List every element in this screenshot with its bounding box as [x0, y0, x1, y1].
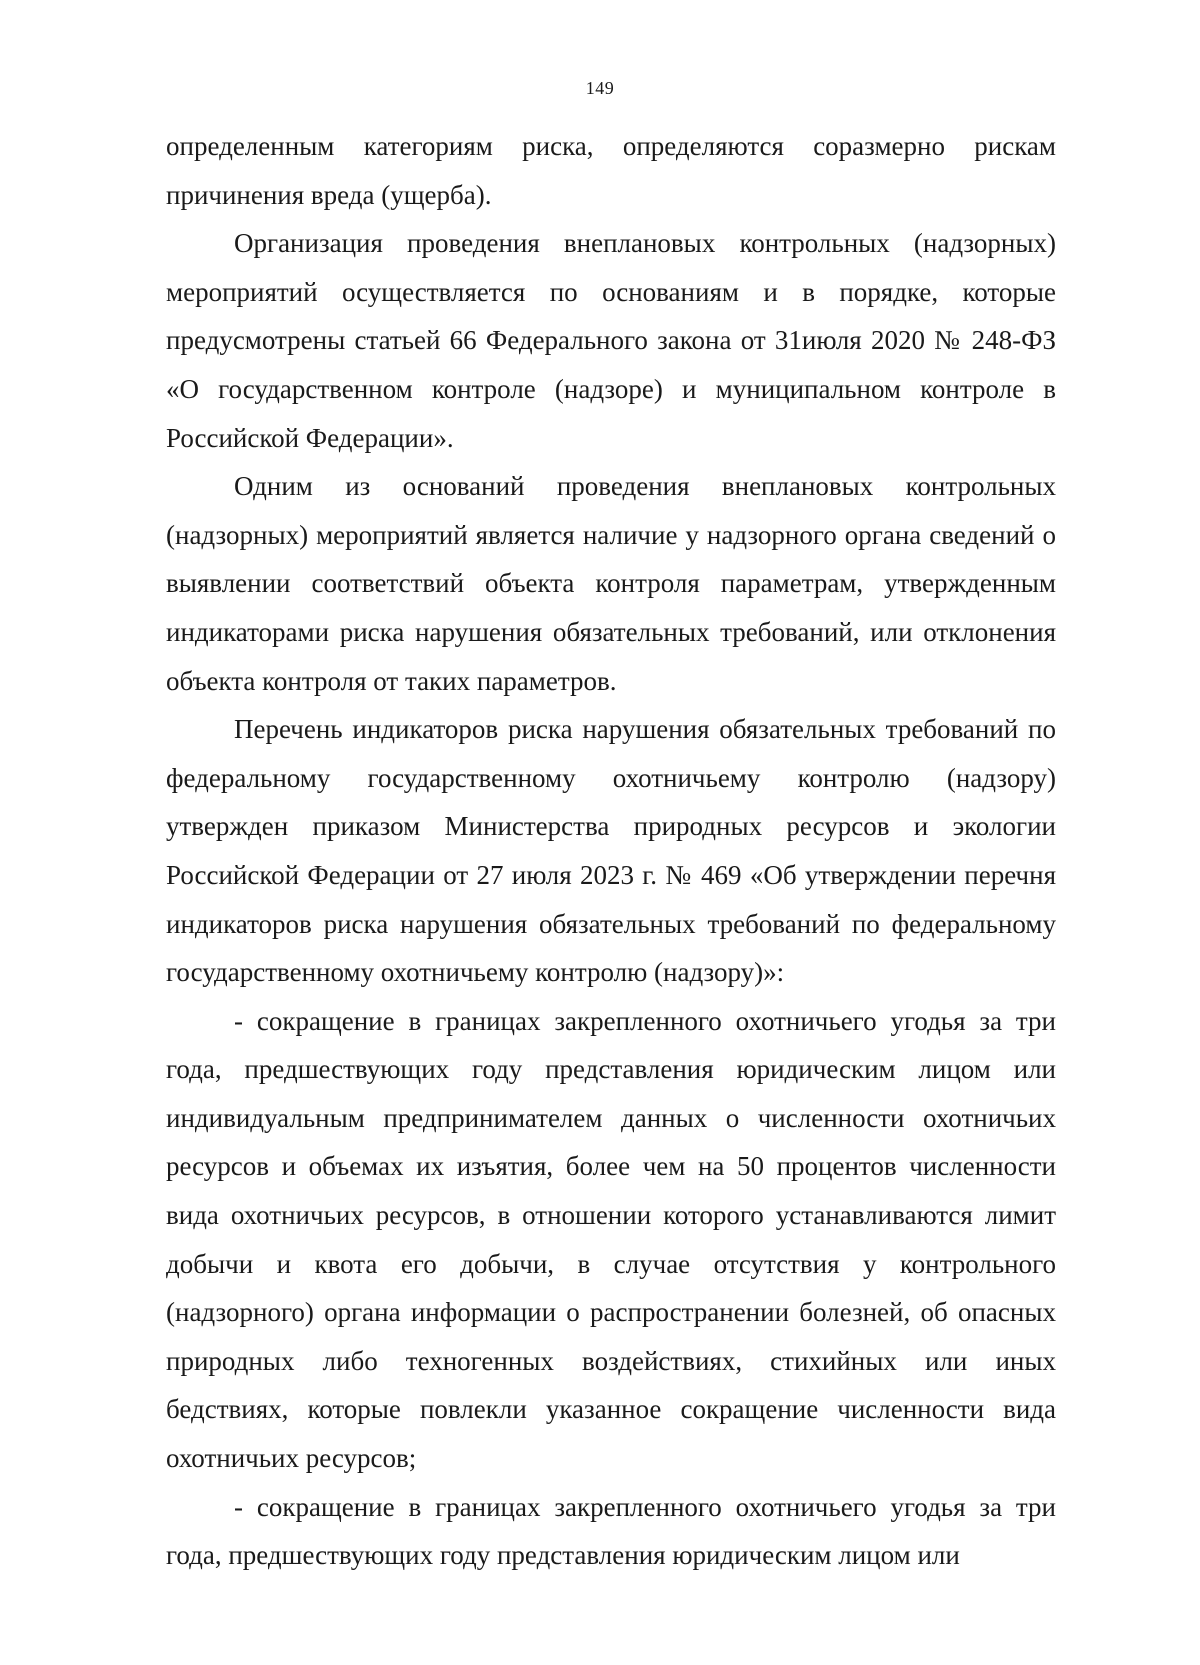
paragraph-grounds: Одним из оснований проведения внеплановых контрольных (надзорных) мероприятий является наличие у надзорного органа сведений о выявлении соответствий объекта контроля параметрам, утвержденным индикаторами риска нарушения обязательных требований, или отклонения объекта контроля от таких параметров.: [166, 471, 1056, 696]
document-body: [166, 122, 1056, 1580]
paragraph-unscheduled-inspections: Организация проведения внеплановых контрольных (надзорных) мероприятий осуществляется по основаниям и в порядке, которые предусмотрены статьей 66 Федерального закона от 31июля 2020 № 248-ФЗ «О государственном контроле (надзоре) и муниципальном контроле в Российской Федерации».: [166, 228, 1056, 453]
list-item-indicator-2: - сокращение в границах закрепленного охотничьего угодья за три года, предшествующих году представления юридическим лицом или: [166, 1491, 1056, 1571]
paragraph-risk-indicators-list: Перечень индикаторов риска нарушения обязательных требований по федеральному государственному охотничьему контролю (надзору) утвержден приказом Министерства природных ресурсов и экологии Российской Федерации от 27 июля 2023 г. № 469 «Об утверждении перечня индикаторов риска нарушения обязательных требований по федеральному государственному охотничьему контролю (надзору)»:: [166, 714, 1056, 988]
page-number: 149: [585, 78, 615, 98]
paragraph-continuation: определенным категориям риска, определяются соразмерно рискам причинения вреда (ущерба).: [166, 131, 1056, 210]
list-item-indicator-1: - сокращение в границах закрепленного охотничьего угодья за три года, предшествующих году представления юридическим лицом или индивидуальным предпринимателем данных о численности охотничьих ресурсов и объемах их изъятия, более чем на 50 процентов численности вида охотничьих ресурсов, в отношении которого устанавливаются лимит добычи и квота его добычи, в случае отсутствия у контрольного (надзорного) органа информации о распространении болезней, об опасных природных либо техногенных воздействиях, стихийных или иных бедствиях, которые повлекли указанное сокращение численности вида охотничьих ресурсов;: [166, 1005, 1056, 1474]
